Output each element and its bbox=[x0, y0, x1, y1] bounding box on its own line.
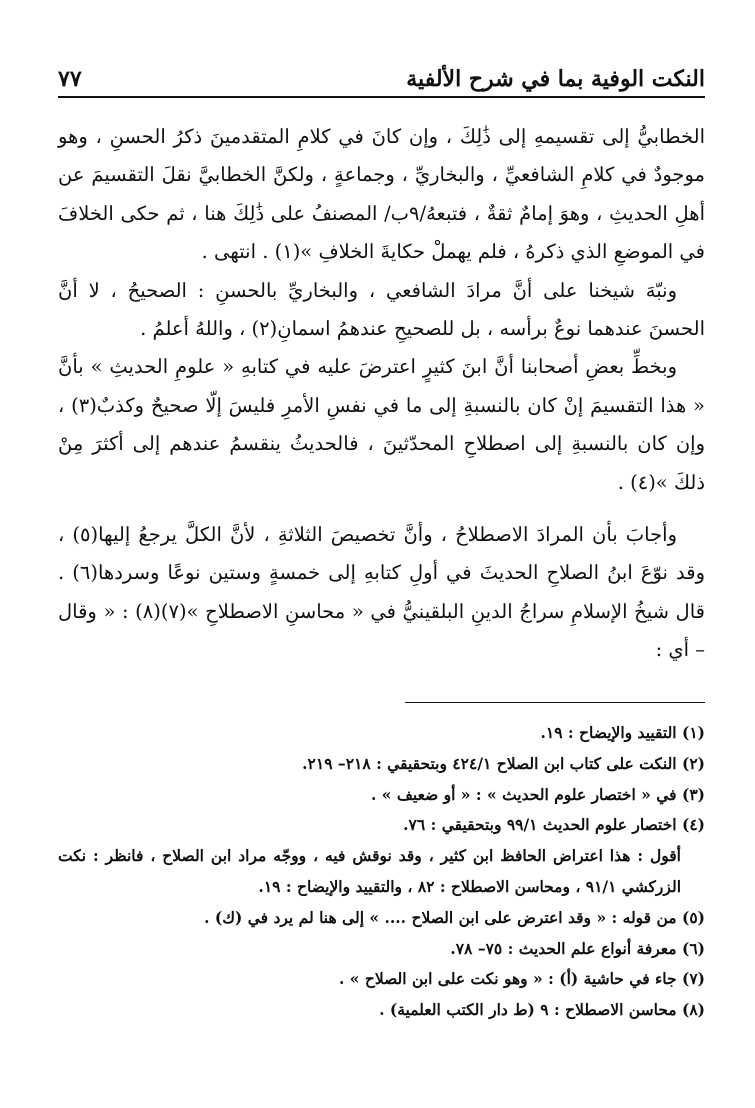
footnotes bbox=[58, 718, 705, 1026]
footnote-separator bbox=[405, 702, 705, 703]
running-title: النكت الوفية بما في شرح الألفية bbox=[406, 66, 705, 92]
footnote-4: (٤) اختصار علوم الحديث ٩٩/١ وبتحقيقي : ٧٦. bbox=[403, 815, 705, 835]
footnote-4-note: أقول : هذا اعتراض الحافظ ابن كثير ، وقد نوقش فيه ، ووجّه مراد ابن الصلاح ، فانظر : نكت الزركشي ٩١/١ ، ومحاسن الاصطلاح : ٨٢ ، والتقييد والإيضاح : ١٩. bbox=[58, 846, 681, 896]
paragraph-3: وبخطِّ بعضِ أصحابنا أنَّ ابنَ كثيرٍ اعترضَ عليه في كتابهِ « علومِ الحديثِ » بأنَّ « هذا التقسيمَ إنْ كان بالنسبةِ إلى ما في نفسِ الأمرِ فليسَ إلّا صحيحٌ وكذبٌ(٣) ، وإن كان بالنسبةِ إلى اصطلاحِ المحدّثينَ ، فالحديثُ ينقسمُ عندهم إلى أكثرَ مِنْ ذلكَ »(٤) . bbox=[58, 355, 705, 494]
footnote-1: (١) التقييد والإيضاح : ١٩. bbox=[540, 723, 705, 742]
page-number: ٧٧ bbox=[58, 66, 82, 92]
paragraph-4: وأجابَ بأن المرادَ الاصطلاحُ ، وأنَّ تخصيصَ الثلاثةِ ، لأنَّ الكلَّ يرجعُ إليها(٥) ، وقد نوّعَ ابنُ الصلاحِ الحديثَ في أولِ كتابهِ إلى خمسةٍ وستين نوعًا وسردها(٦) . قال شيخُ الإسلامِ سراجُ الدينِ البلقينيُّ في « محاسنِ الاصطلاحِ »(٧)(٨) : « وقال – أي : bbox=[58, 523, 705, 662]
footnote-7: (٧) جاء في حاشية (أ) : « وهو نكت على ابن الصلاح » . bbox=[338, 969, 705, 989]
footnote-6: (٦) معرفة أنواع علم الحديث : ٧٥– ٧٨. bbox=[450, 938, 705, 958]
footnote-2: (٢) النكت على كتاب ابن الصلاح ٤٢٤/١ وبتحقيقي : ٢١٨– ٢١٩. bbox=[302, 753, 705, 773]
main-text bbox=[58, 118, 705, 670]
page-header bbox=[58, 58, 705, 98]
footnote-3: (٣) في « اختصار علوم الحديث » : « أو ضعيف » . bbox=[370, 784, 705, 804]
footnote-8: (٨) محاسن الاصطلاح : ٩ (ط دار الكتب العلمية) . bbox=[379, 1000, 705, 1020]
footnote-5: (٥) من قوله : « وقد اعترض على ابن الصلاح .... » إلى هنا لم يرد في (ك) . bbox=[204, 907, 705, 927]
paragraph-1: الخطابيُّ إلى تقسيمهِ إلى ذَٰلِكَ ، وإن كانَ في كلامِ المتقدمينَ ذكرُ الحسنِ ، وهو موجودٌ في كلامِ الشافعيِّ ، والبخاريِّ ، وجماعةٍ ، ولكنَّ الخطابيَّ نقلَ التقسيمَ عن أهلِ الحديثِ ، وهوَ إمامٌ ثقةٌ ، فتبعهُ/٩ب/ المصنفُ على ذَٰلِكَ هنا ، ثم حكى الخلافَ في الموضعِ الذي ذكرهُ ، فلم يهملْ حكايةَ الخلافِ »(١) . انتهى . bbox=[58, 125, 705, 264]
paragraph-2: ونبّهَ شيخنا على أنَّ مرادَ الشافعي ، والبخاريِّ بالحسنِ : الصحيحُ ، لا أنَّ الحسنَ عندهما نوعٌ برأسه ، بل للصحيحِ عندهمُ اسمانِ(٢) ، واللهُ أعلمُ . bbox=[58, 278, 705, 341]
